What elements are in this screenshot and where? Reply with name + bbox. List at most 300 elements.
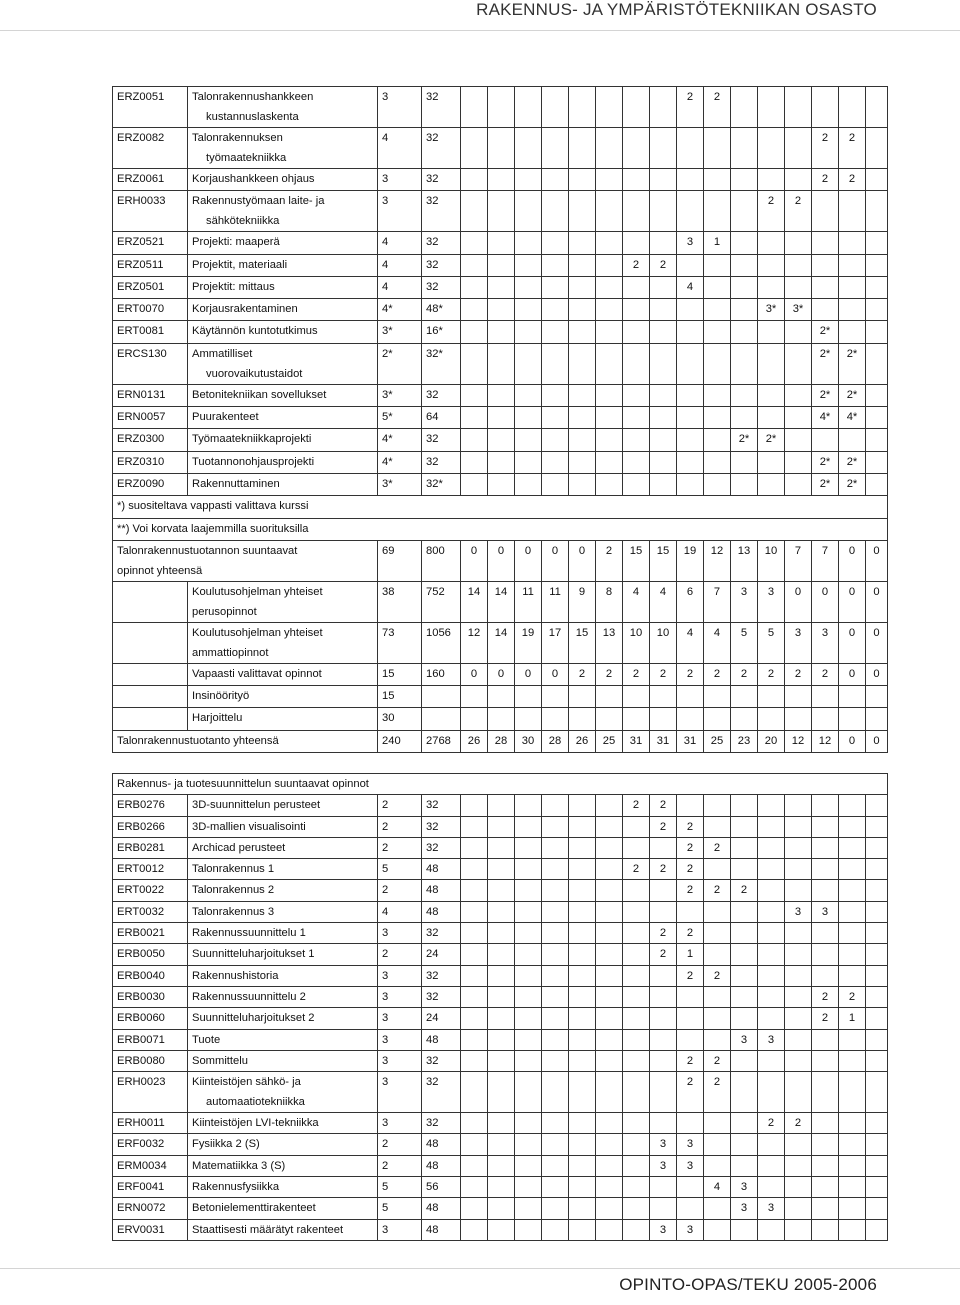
semester-cell: 2* xyxy=(812,321,839,343)
course-code: ERZ0501 xyxy=(113,276,188,298)
semester-cell xyxy=(704,1155,731,1176)
semester-cell xyxy=(650,1113,677,1134)
semester-cell xyxy=(623,1198,650,1219)
semester-cell xyxy=(812,965,839,986)
semester-cell xyxy=(677,343,704,384)
semester-cell xyxy=(677,708,704,730)
semester-cell: 2 xyxy=(731,880,758,901)
semester-cell xyxy=(623,1113,650,1134)
semester-cell xyxy=(542,1198,569,1219)
semester-cell xyxy=(731,1219,758,1240)
semester-cell xyxy=(596,254,623,276)
semester-cell xyxy=(650,343,677,384)
semester-cell: 12 xyxy=(461,622,488,663)
semester-cell xyxy=(677,128,704,169)
name-line: Käytännön kuntotutkimus xyxy=(192,325,318,338)
semester-cell: 4* xyxy=(839,407,866,429)
semester-cell xyxy=(569,276,596,298)
subtotal-row xyxy=(113,708,888,730)
course-row xyxy=(113,343,888,384)
semester-cell xyxy=(542,384,569,406)
semester-cell xyxy=(596,232,623,254)
hours-cell: 32* xyxy=(422,343,461,384)
course-code: ERZ0300 xyxy=(113,429,188,451)
semester-cell: 2 xyxy=(812,663,839,685)
semester-cell xyxy=(569,986,596,1007)
semester-cell xyxy=(542,986,569,1007)
semester-cell xyxy=(812,880,839,901)
header-rule xyxy=(0,30,960,31)
name-line: 3D-mallien visualisointi xyxy=(192,820,306,833)
semester-cell xyxy=(488,1219,515,1240)
semester-cell xyxy=(839,276,866,298)
semester-cell xyxy=(488,429,515,451)
semester-cell: 0 xyxy=(866,581,888,622)
semester-cell xyxy=(515,1198,542,1219)
course-row xyxy=(113,451,888,473)
semester-cell: 2 xyxy=(785,191,812,232)
semester-cell xyxy=(812,859,839,880)
semester-cell xyxy=(731,1155,758,1176)
semester-cell: 12 xyxy=(704,540,731,581)
semester-cell: 2 xyxy=(704,663,731,685)
semester-cell xyxy=(461,276,488,298)
semester-cell: 0 xyxy=(515,540,542,581)
semester-cell xyxy=(569,686,596,708)
semester-cell xyxy=(596,87,623,128)
semester-cell xyxy=(758,965,785,986)
semester-cell xyxy=(542,923,569,944)
course-name xyxy=(188,451,378,473)
semester-cell xyxy=(542,1219,569,1240)
name-line: opinnot yhteensä xyxy=(117,564,203,577)
semester-cell xyxy=(569,169,596,191)
note-row xyxy=(113,496,888,518)
semester-cell xyxy=(812,837,839,858)
semester-cell xyxy=(758,1219,785,1240)
semester-cell xyxy=(542,965,569,986)
semester-cell xyxy=(596,1155,623,1176)
semester-cell xyxy=(704,686,731,708)
credits-cell: 4 xyxy=(378,232,422,254)
credits-cell: 2 xyxy=(378,944,422,965)
semester-cell: 2 xyxy=(569,663,596,685)
semester-cell xyxy=(596,169,623,191)
semester-cell xyxy=(623,923,650,944)
name-line: Projektit: mittaus xyxy=(192,280,275,293)
semester-cell xyxy=(866,986,888,1007)
semester-cell: 9 xyxy=(569,581,596,622)
semester-cell xyxy=(839,795,866,816)
semester-cell xyxy=(488,1050,515,1071)
course-code: ERF0041 xyxy=(113,1177,188,1198)
semester-cell xyxy=(839,232,866,254)
semester-cell xyxy=(704,451,731,473)
semester-cell xyxy=(731,1134,758,1155)
semester-cell: 12 xyxy=(785,730,812,752)
semester-cell xyxy=(569,87,596,128)
semester-cell xyxy=(704,299,731,321)
semester-cell xyxy=(596,473,623,495)
hours-cell: 48 xyxy=(422,880,461,901)
name-line: Tuote xyxy=(192,1033,221,1046)
semester-cell: 28 xyxy=(542,730,569,752)
semester-cell xyxy=(515,880,542,901)
semester-cell xyxy=(488,901,515,922)
semester-cell xyxy=(866,343,888,384)
semester-cell: 1 xyxy=(704,232,731,254)
semester-cell xyxy=(650,837,677,858)
semester-cell: 7 xyxy=(812,540,839,581)
semester-cell xyxy=(461,901,488,922)
course-name xyxy=(188,795,378,816)
course-name xyxy=(188,837,378,858)
semester-cell xyxy=(785,880,812,901)
credits-cell: 5 xyxy=(378,1198,422,1219)
semester-cell xyxy=(758,795,785,816)
hours-cell xyxy=(422,686,461,708)
semester-cell xyxy=(677,299,704,321)
course-code: ERB0276 xyxy=(113,795,188,816)
semester-cell xyxy=(623,384,650,406)
semester-cell xyxy=(542,128,569,169)
name-line: automaatiotekniikka xyxy=(206,1096,305,1109)
semester-cell xyxy=(596,299,623,321)
course-code: ERH0011 xyxy=(113,1113,188,1134)
semester-cell: 0 xyxy=(569,540,596,581)
semester-cell xyxy=(623,686,650,708)
semester-cell: 4 xyxy=(677,276,704,298)
semester-cell xyxy=(542,1177,569,1198)
semester-cell: 2 xyxy=(758,663,785,685)
semester-cell: 2* xyxy=(812,384,839,406)
semester-cell xyxy=(704,254,731,276)
semester-cell xyxy=(866,1155,888,1176)
semester-cell: 2 xyxy=(650,944,677,965)
course-code: ERV0031 xyxy=(113,1219,188,1240)
semester-cell: 10 xyxy=(623,622,650,663)
semester-cell xyxy=(650,986,677,1007)
semester-cell: 0 xyxy=(542,663,569,685)
semester-cell xyxy=(488,254,515,276)
semester-cell xyxy=(596,965,623,986)
semester-cell xyxy=(569,1177,596,1198)
semester-cell: 2 xyxy=(677,87,704,128)
semester-cell xyxy=(623,1155,650,1176)
name-line: Suunnitteluharjoitukset 2 xyxy=(192,1012,315,1025)
subtotal-row xyxy=(113,581,888,622)
semester-cell xyxy=(596,923,623,944)
semester-cell xyxy=(650,901,677,922)
semester-cell xyxy=(866,837,888,858)
credits-cell: 15 xyxy=(378,663,422,685)
hours-cell: 48 xyxy=(422,1134,461,1155)
blank-cell xyxy=(113,663,188,685)
semester-cell xyxy=(623,901,650,922)
semester-cell xyxy=(542,232,569,254)
semester-cell xyxy=(569,944,596,965)
subtotal-label xyxy=(188,708,378,730)
semester-cell xyxy=(623,87,650,128)
semester-cell xyxy=(731,191,758,232)
semester-cell: 2* xyxy=(812,451,839,473)
semester-cell: 2 xyxy=(677,880,704,901)
name-line: Projektit, materiaali xyxy=(192,258,288,271)
semester-cell: 2* xyxy=(812,343,839,384)
semester-cell xyxy=(488,859,515,880)
semester-cell xyxy=(866,384,888,406)
credits-cell: 4* xyxy=(378,299,422,321)
semester-cell xyxy=(515,986,542,1007)
semester-cell: 2 xyxy=(758,1113,785,1134)
semester-cell xyxy=(596,837,623,858)
course-code: ERZ0521 xyxy=(113,232,188,254)
semester-cell xyxy=(839,901,866,922)
semester-cell: 1 xyxy=(677,944,704,965)
name-line: Insinöörityö xyxy=(192,690,250,703)
semester-cell xyxy=(866,276,888,298)
semester-cell xyxy=(596,1219,623,1240)
semester-cell xyxy=(704,384,731,406)
semester-cell xyxy=(785,128,812,169)
semester-cell xyxy=(596,1198,623,1219)
semester-cell xyxy=(569,128,596,169)
semester-cell xyxy=(677,321,704,343)
course-name xyxy=(188,880,378,901)
semester-cell xyxy=(488,1177,515,1198)
semester-cell xyxy=(839,944,866,965)
hours-cell: 32 xyxy=(422,1113,461,1134)
semester-cell: 0 xyxy=(785,581,812,622)
semester-cell xyxy=(488,232,515,254)
semester-cell: 0 xyxy=(461,663,488,685)
credits-cell: 2 xyxy=(378,1134,422,1155)
semester-cell xyxy=(650,429,677,451)
semester-cell xyxy=(542,1134,569,1155)
course-code: ERB0281 xyxy=(113,837,188,858)
semester-cell xyxy=(461,1029,488,1050)
credits-cell: 30 xyxy=(378,708,422,730)
course-code: ERB0071 xyxy=(113,1029,188,1050)
semester-cell xyxy=(542,795,569,816)
semester-cell xyxy=(569,1219,596,1240)
course-name xyxy=(188,473,378,495)
semester-cell xyxy=(650,384,677,406)
semester-cell xyxy=(569,232,596,254)
semester-cell xyxy=(731,128,758,169)
semester-cell xyxy=(650,708,677,730)
semester-cell: 1 xyxy=(839,1008,866,1029)
semester-cell: 0 xyxy=(839,540,866,581)
semester-cell xyxy=(515,429,542,451)
name-line: 3D-suunnittelun perusteet xyxy=(192,799,321,812)
semester-cell xyxy=(866,923,888,944)
name-line: Rakennussuunnittelu 1 xyxy=(192,927,306,940)
semester-cell xyxy=(758,451,785,473)
course-code: ERZ0051 xyxy=(113,87,188,128)
semester-cell: 14 xyxy=(488,581,515,622)
semester-cell xyxy=(569,384,596,406)
semester-cell xyxy=(569,451,596,473)
semester-cell xyxy=(461,816,488,837)
semester-cell xyxy=(461,1219,488,1240)
name-line: Talonrakennus 3 xyxy=(192,905,275,918)
semester-cell xyxy=(866,407,888,429)
semester-cell xyxy=(866,1008,888,1029)
semester-cell xyxy=(758,1155,785,1176)
course-row xyxy=(113,128,888,169)
semester-cell xyxy=(785,1029,812,1050)
semester-cell: 3 xyxy=(758,1198,785,1219)
semester-cell xyxy=(650,321,677,343)
semester-cell: 2 xyxy=(623,859,650,880)
semester-cell: 4 xyxy=(704,1177,731,1198)
semester-cell: 3 xyxy=(677,1219,704,1240)
semester-cell xyxy=(866,299,888,321)
semester-cell: 26 xyxy=(461,730,488,752)
semester-cell xyxy=(677,686,704,708)
semester-cell xyxy=(488,923,515,944)
semester-cell xyxy=(488,1155,515,1176)
semester-cell xyxy=(758,343,785,384)
semester-cell xyxy=(569,1050,596,1071)
semester-cell: 2 xyxy=(596,663,623,685)
course-row xyxy=(113,473,888,495)
semester-cell xyxy=(758,254,785,276)
semester-cell xyxy=(596,859,623,880)
semester-cell xyxy=(677,429,704,451)
credits-cell: 3 xyxy=(378,1072,422,1113)
semester-cell xyxy=(569,254,596,276)
semester-cell: 31 xyxy=(650,730,677,752)
subtotal-label xyxy=(188,663,378,685)
semester-cell xyxy=(839,816,866,837)
semester-cell xyxy=(650,169,677,191)
semester-cell xyxy=(677,169,704,191)
semester-cell xyxy=(866,1134,888,1155)
semester-cell: 2 xyxy=(839,128,866,169)
course-name xyxy=(188,923,378,944)
semester-cell xyxy=(542,169,569,191)
semester-cell xyxy=(542,299,569,321)
hours-cell: 48* xyxy=(422,299,461,321)
semester-cell xyxy=(596,128,623,169)
semester-cell xyxy=(758,87,785,128)
semester-cell xyxy=(623,816,650,837)
name-line: Rakennushistoria xyxy=(192,969,279,982)
semester-cell xyxy=(758,1134,785,1155)
semester-cell: 8 xyxy=(596,581,623,622)
subtotal-label xyxy=(188,622,378,663)
semester-cell xyxy=(515,128,542,169)
semester-cell xyxy=(515,1219,542,1240)
name-line: työmaatekniikka xyxy=(206,152,287,164)
semester-cell xyxy=(758,1050,785,1071)
hours-cell: 32* xyxy=(422,473,461,495)
semester-cell xyxy=(812,795,839,816)
name-line: Matematiikka 3 (S) xyxy=(192,1159,286,1172)
semester-cell xyxy=(731,965,758,986)
semester-cell xyxy=(461,299,488,321)
semester-cell xyxy=(785,384,812,406)
semester-cell xyxy=(569,429,596,451)
semester-cell xyxy=(839,299,866,321)
semester-cell xyxy=(488,1134,515,1155)
semester-cell xyxy=(461,232,488,254)
semester-cell: 2 xyxy=(650,663,677,685)
semester-cell xyxy=(461,1113,488,1134)
semester-cell xyxy=(488,944,515,965)
course-row xyxy=(113,1113,888,1134)
semester-cell xyxy=(677,1008,704,1029)
semester-cell xyxy=(542,816,569,837)
semester-cell: 2 xyxy=(812,128,839,169)
semester-cell xyxy=(623,299,650,321)
name-line: perusopinnot xyxy=(192,605,257,618)
semester-cell xyxy=(569,1198,596,1219)
semester-cell: 4 xyxy=(623,581,650,622)
semester-cell xyxy=(542,1155,569,1176)
credits-cell: 3* xyxy=(378,473,422,495)
course-row xyxy=(113,254,888,276)
semester-cell xyxy=(488,276,515,298)
semester-cell xyxy=(488,708,515,730)
semester-cell xyxy=(866,901,888,922)
credits-cell: 73 xyxy=(378,622,422,663)
semester-cell xyxy=(812,1177,839,1198)
semester-cell: 2* xyxy=(731,429,758,451)
semester-cell xyxy=(461,169,488,191)
hours-cell: 32 xyxy=(422,276,461,298)
semester-cell xyxy=(623,1134,650,1155)
semester-cell xyxy=(677,1113,704,1134)
semester-cell xyxy=(650,191,677,232)
name-line: Koulutusohjelman yhteiset xyxy=(192,626,323,639)
summary-label xyxy=(113,540,378,581)
semester-cell xyxy=(731,232,758,254)
semester-cell xyxy=(704,795,731,816)
semester-cell xyxy=(758,473,785,495)
credits-cell: 3 xyxy=(378,191,422,232)
semester-cell xyxy=(623,429,650,451)
semester-cell xyxy=(515,923,542,944)
course-row xyxy=(113,1029,888,1050)
semester-cell xyxy=(596,191,623,232)
semester-cell xyxy=(650,276,677,298)
semester-cell xyxy=(569,923,596,944)
credits-cell: 3 xyxy=(378,1050,422,1071)
semester-cell xyxy=(461,686,488,708)
semester-cell xyxy=(785,859,812,880)
semester-cell xyxy=(623,944,650,965)
semester-cell xyxy=(704,407,731,429)
semester-cell xyxy=(515,965,542,986)
semester-cell: 7 xyxy=(704,581,731,622)
semester-cell xyxy=(758,128,785,169)
semester-cell: 5 xyxy=(731,622,758,663)
semester-cell xyxy=(758,232,785,254)
semester-cell xyxy=(866,169,888,191)
semester-cell xyxy=(812,276,839,298)
semester-cell xyxy=(812,1050,839,1071)
semester-cell: 2 xyxy=(677,859,704,880)
semester-cell xyxy=(515,191,542,232)
semester-cell xyxy=(650,1029,677,1050)
semester-cell xyxy=(623,451,650,473)
semester-cell xyxy=(515,1134,542,1155)
semester-cell xyxy=(596,1050,623,1071)
semester-cell xyxy=(569,1113,596,1134)
